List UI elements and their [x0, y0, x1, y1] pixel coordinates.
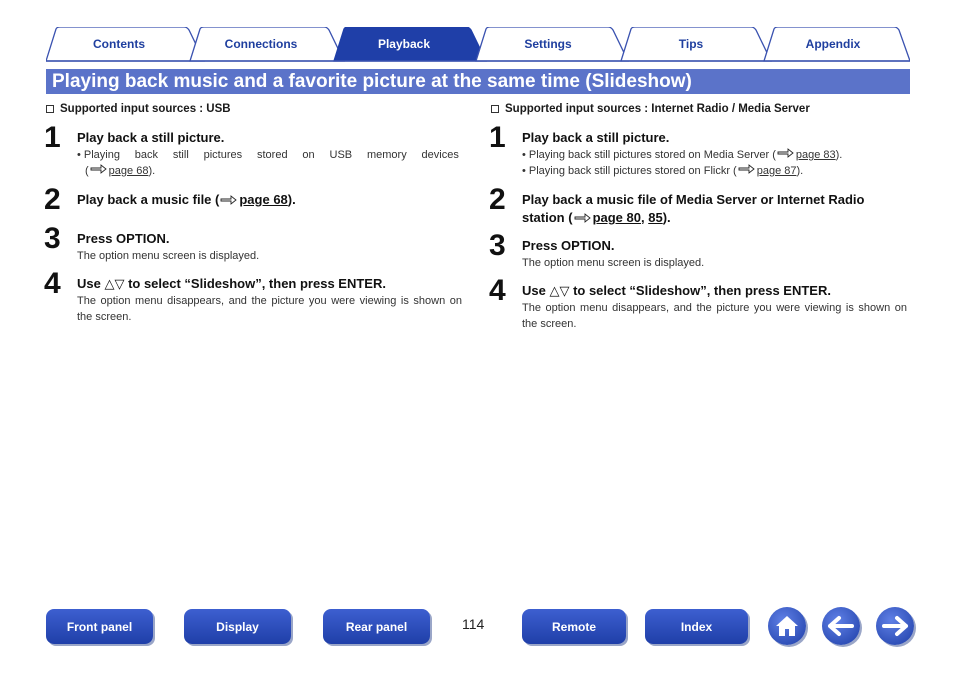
step-3	[489, 229, 909, 271]
pointing-hand-icon	[777, 147, 795, 158]
display-button[interactable]: Display	[184, 609, 291, 644]
paren-close: ).	[835, 149, 843, 161]
source-label: Supported input sources : Internet Radio / Media Server	[505, 103, 810, 115]
page-link[interactable]: page 83	[795, 149, 836, 161]
step-number: 3	[489, 229, 506, 262]
tab-playback[interactable]: Playback	[377, 37, 431, 51]
step-text: The option menu disappears, and the picture you were viewing is shown on the screen.	[522, 302, 907, 330]
step-title: Use △▽ to select “Slideshow”, then press ENTER.	[522, 283, 831, 298]
checkbox-square-icon	[46, 105, 54, 113]
bullet-text: Playing back still pictures stored on Media Server (	[528, 149, 776, 161]
title-prefix: station (	[522, 210, 573, 225]
right-column	[489, 103, 909, 332]
bullet-dot: •	[77, 149, 81, 161]
page-link[interactable]: page 68	[108, 165, 149, 177]
step-3	[44, 222, 464, 264]
front-panel-button[interactable]: Front panel	[46, 609, 153, 644]
bullet-text: Playing back still pictures stored on USB memory devices	[83, 149, 459, 161]
step-title: Play back a still picture.	[522, 130, 670, 145]
page-link[interactable]: page 68	[239, 192, 288, 207]
title-suffix: ).	[662, 210, 671, 225]
step-1	[44, 121, 464, 179]
step-number: 4	[489, 274, 506, 307]
source-heading	[44, 103, 464, 115]
page-title: Playing back music and a favorite picture at the same time (Slideshow)	[46, 69, 910, 94]
left-column	[44, 103, 464, 325]
title-prefix: Play back a music file (	[77, 192, 220, 207]
tab-appendix[interactable]: Appendix	[805, 37, 861, 51]
bullet-item	[522, 147, 909, 163]
paren-close: ).	[148, 165, 156, 177]
step-number: 1	[44, 121, 61, 154]
bullet-item	[77, 147, 464, 163]
forward-button[interactable]	[876, 607, 914, 645]
bullet-item	[522, 163, 909, 179]
step-title	[77, 191, 464, 209]
step-number: 1	[489, 121, 506, 154]
pointing-hand-icon	[738, 163, 756, 174]
paren-close: ).	[796, 165, 804, 177]
bullet-text: Playing back still pictures stored on Flickr (	[528, 165, 737, 177]
bullet-dot: •	[522, 149, 526, 161]
home-button[interactable]	[768, 607, 806, 645]
step-number: 2	[44, 183, 61, 216]
back-arrow-icon	[827, 615, 855, 637]
step-title: Play back a still picture.	[77, 130, 225, 145]
step-text: The option menu screen is displayed.	[522, 257, 705, 269]
step-text: The option menu disappears, and the picture you were viewing is shown on the screen.	[77, 295, 462, 323]
remote-button[interactable]: Remote	[522, 609, 626, 644]
page-link[interactable]: page 80	[592, 210, 641, 225]
forward-arrow-icon	[881, 615, 909, 637]
step-1	[489, 121, 909, 179]
step-4	[44, 267, 464, 325]
step-2	[489, 183, 909, 227]
step-title: Use △▽ to select “Slideshow”, then press ENTER.	[77, 276, 386, 291]
index-button[interactable]: Index	[645, 609, 748, 644]
title-suffix: ).	[287, 192, 296, 207]
page-link[interactable]: page 87	[756, 165, 797, 177]
tab-bar	[46, 27, 910, 62]
step-number: 4	[44, 267, 61, 300]
checkbox-square-icon	[491, 105, 499, 113]
bullet-dot: •	[522, 165, 526, 177]
source-heading	[489, 103, 909, 115]
link-separator: ,	[640, 210, 649, 225]
page-link[interactable]: 85	[648, 210, 663, 225]
page-number: 114	[462, 616, 485, 632]
paren-open: (	[85, 165, 89, 177]
step-title-line2	[522, 209, 909, 227]
pointing-hand-icon	[574, 210, 592, 221]
pointing-hand-icon	[220, 192, 238, 203]
step-title: Press OPTION.	[77, 231, 170, 246]
home-icon	[774, 614, 800, 638]
step-2	[44, 183, 464, 216]
step-number: 3	[44, 222, 61, 255]
back-button[interactable]	[822, 607, 860, 645]
source-label: Supported input sources : USB	[60, 103, 231, 115]
pointing-hand-icon	[90, 163, 108, 174]
step-4	[489, 274, 909, 332]
step-number: 2	[489, 183, 506, 216]
tab-settings[interactable]: Settings	[524, 37, 572, 51]
tab-contents[interactable]: Contents	[93, 37, 145, 51]
step-title-line1: Play back a music file of Media Server or Internet Radio	[522, 192, 865, 207]
step-text: The option menu screen is displayed.	[77, 250, 260, 262]
step-title: Press OPTION.	[522, 238, 615, 253]
tab-tips[interactable]: Tips	[678, 37, 704, 51]
bullet-link-line	[77, 163, 464, 179]
rear-panel-button[interactable]: Rear panel	[323, 609, 430, 644]
tab-connections[interactable]: Connections	[224, 37, 298, 51]
